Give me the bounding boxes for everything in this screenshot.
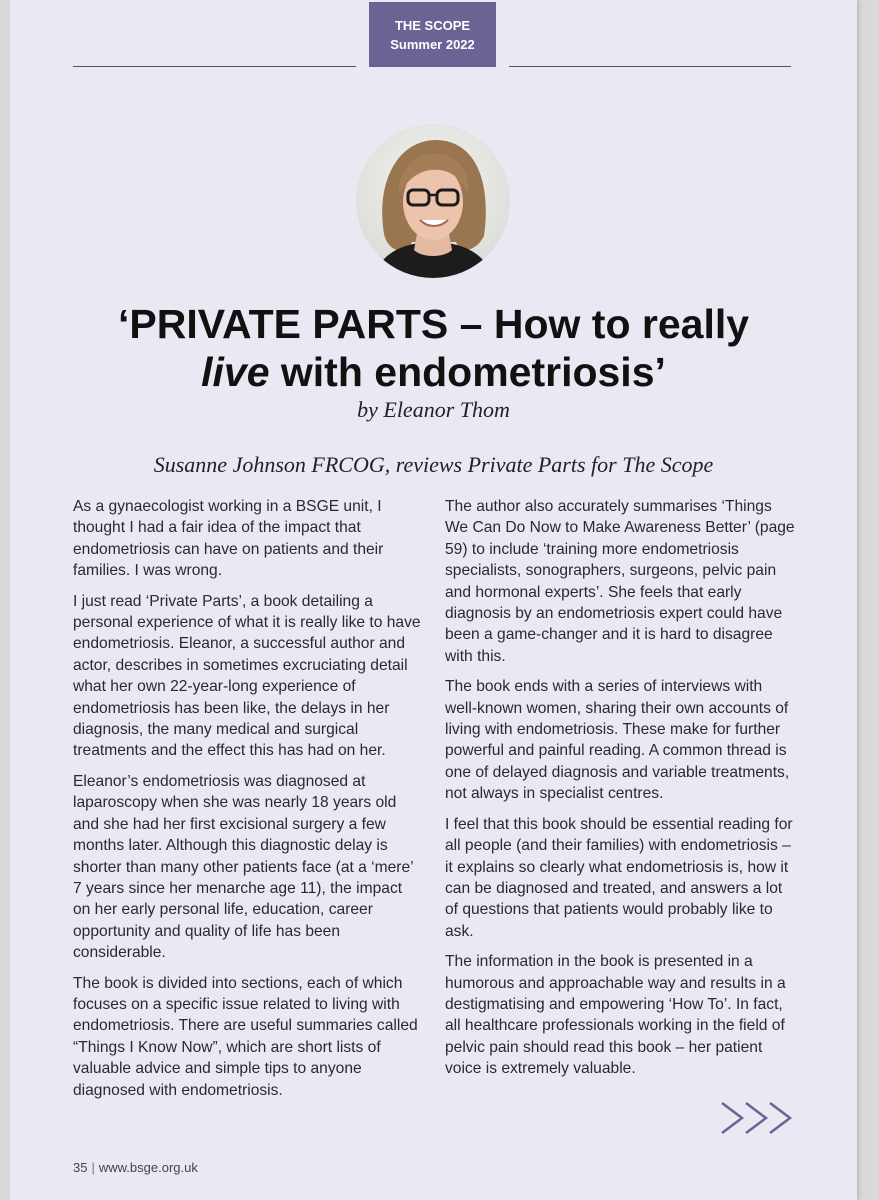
paragraph: The author also accurately summarises ‘Things We Can Do Now to Make Awareness Better’ (page 59) to include ‘training more endometriosis specialists, sonographers, surgeons, pelvic pain and hormonal experts’. She feels that early diagnosis by an endometriosis expert could have been a game-changer and it is hard to disagree with this. <box>445 498 795 665</box>
header-rule-left <box>73 66 356 67</box>
page-footer <box>73 1160 198 1175</box>
paragraph: I feel that this book should be essential reading for all people (and their families) with endometriosis – it explains so clearly what endometriosis is, how it can be diagnosed and treated, and answers a lot of questions that patients would probably like to ask. <box>445 815 793 940</box>
title-line-1: ‘PRIVATE PARTS – How to really <box>117 301 750 347</box>
header-rule-right <box>509 66 791 67</box>
article-byline: by Eleanor Thom <box>357 397 510 422</box>
triple-chevron-right-icon[interactable] <box>720 1100 796 1136</box>
article-title <box>10 300 857 396</box>
title-emphasis: live <box>201 349 270 395</box>
magazine-page <box>10 0 857 1200</box>
website-link[interactable]: www.bsge.org.uk <box>98 1160 198 1175</box>
paragraph: The information in the book is presented in a humorous and approachable way and results in a destigmatising and empowering ‘How To’. In fact, all healthcare professionals working in the field of pelvic pain should read this book – her patient voice is extremely valuable. <box>445 953 786 1078</box>
paragraph: The book ends with a series of interviews with well-known women, sharing their own accounts of living with endometriosis. These make for further powerful and painful reading. A common thread is one of delayed diagnosis and variable treatments, not always in specialist centres. <box>445 678 790 803</box>
footer-separator: | <box>91 1160 95 1175</box>
paragraph: The book is divided into sections, each of which focuses on a specific issue related to living with endometriosis. There are useful summaries called “Things I Know Now”, which are short lists of valuable advice and simple tips to anyone diagnosed with endometriosis. <box>73 974 418 1099</box>
author-portrait <box>356 124 510 278</box>
title-line-2 <box>10 348 857 396</box>
issue-badge <box>369 2 496 67</box>
badge-publication: THE SCOPE <box>394 17 471 33</box>
badge-issue-date: Summer 2022 <box>390 36 475 52</box>
body-column-left <box>73 496 423 1110</box>
paragraph: I just read ‘Private Parts’, a book detailing a personal experience of what it is really like to have endometriosis. Eleanor, a successful author and actor, describes in sometimes excruciating detail what her own 22-year-long experience of endometriosis has been like, the delays in her diagnosis, the many medical and surgical treatments and the effect this has had on her. <box>73 592 421 760</box>
page-number: 35 <box>73 1160 88 1175</box>
article-subtitle: Susanne Johnson FRCOG, reviews Private Parts for The Scope <box>153 452 714 477</box>
body-column-right <box>445 496 795 1089</box>
paragraph: Eleanor’s endometriosis was diagnosed at laparoscopy when she was nearly 18 years old and she had her first excisional surgery a few months later. Although this diagnostic delay is shorter than many other patients face (at a ‘mere’ 7 years since her menarche age 11), the impact on her early personal life, education, career opportunity and quality of life has been considerable. <box>73 772 414 962</box>
title-line-2-rest: with endometriosis’ <box>269 349 666 395</box>
paragraph: As a gynaecologist working in a BSGE unit, I thought I had a fair idea of the impact that endometriosis can have on patients and their families. I was wrong. <box>73 498 384 580</box>
